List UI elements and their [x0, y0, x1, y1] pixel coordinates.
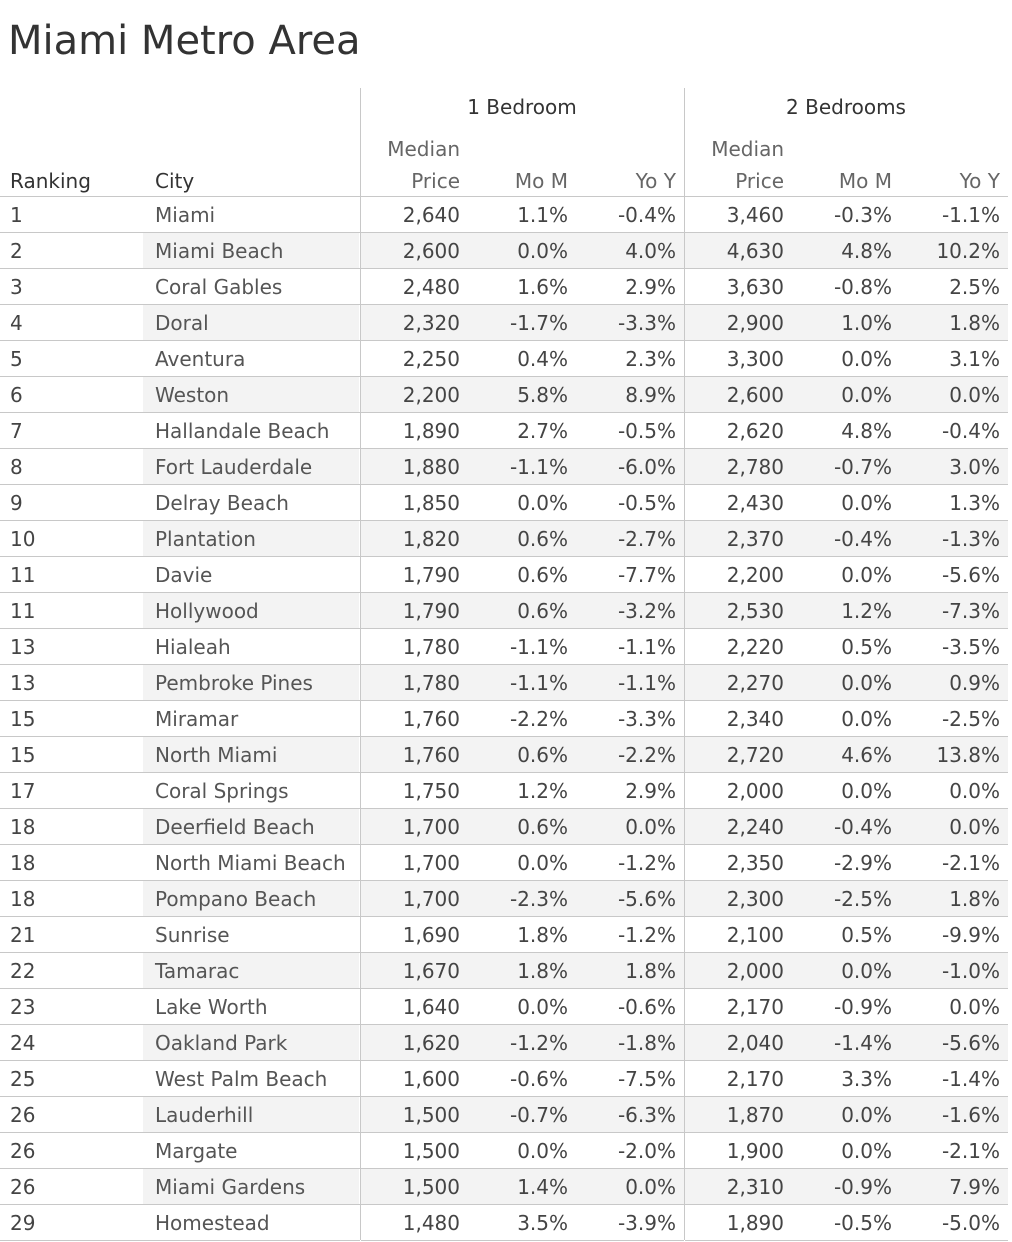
cell-b2-yoy: 0.0%: [949, 383, 1000, 407]
cell-b1-price: 1,850: [402, 491, 460, 515]
cell-b2-price: 2,040: [726, 1031, 784, 1055]
cell-b1-yoy: -5.6%: [617, 887, 676, 911]
col-header-b1-median: Median: [387, 137, 460, 161]
cell-b1-mom: -1.1%: [509, 671, 568, 695]
cell-b2-price: 2,780: [726, 455, 784, 479]
cell-city: Lake Worth: [155, 995, 268, 1019]
col-header-b2-yoy: Yo Y: [959, 169, 1000, 193]
cell-ranking: 24: [10, 1031, 36, 1055]
cell-b2-price: 3,300: [726, 347, 784, 371]
cell-b1-mom: -2.2%: [509, 707, 568, 731]
table-row: [0, 1097, 1012, 1133]
cell-b1-yoy: 4.0%: [625, 239, 676, 263]
table-row: [0, 593, 1012, 629]
cell-b1-price: 1,500: [402, 1103, 460, 1127]
cell-b2-price: 1,870: [726, 1103, 784, 1127]
table-row: [0, 881, 1012, 917]
cell-b2-price: 2,340: [726, 707, 784, 731]
table-row: [0, 521, 1012, 557]
table-row: [0, 809, 1012, 845]
table-row: [0, 557, 1012, 593]
cell-b2-yoy: -1.3%: [941, 527, 1000, 551]
cell-b1-mom: 0.0%: [517, 851, 568, 875]
cell-b1-yoy: -1.8%: [617, 1031, 676, 1055]
cell-b1-mom: 0.0%: [517, 239, 568, 263]
cell-b2-mom: -0.9%: [833, 1175, 892, 1199]
table-row: [0, 1061, 1012, 1097]
cell-ranking: 6: [10, 383, 23, 407]
cell-b1-yoy: -3.9%: [617, 1211, 676, 1235]
cell-city: Miami Gardens: [155, 1175, 306, 1199]
cell-b2-mom: -0.7%: [833, 455, 892, 479]
cell-b2-yoy: -5.6%: [941, 1031, 1000, 1055]
cell-b2-yoy: -1.6%: [941, 1103, 1000, 1127]
cell-b1-yoy: 2.3%: [625, 347, 676, 371]
cell-city: Deerfield Beach: [155, 815, 315, 839]
cell-ranking: 18: [10, 851, 36, 875]
cell-b1-mom: 0.0%: [517, 1139, 568, 1163]
table-row: [0, 701, 1012, 737]
cell-b1-yoy: 0.0%: [625, 815, 676, 839]
cell-city: Delray Beach: [155, 491, 289, 515]
cell-b1-price: 1,500: [402, 1175, 460, 1199]
cell-b2-price: 1,900: [726, 1139, 784, 1163]
cell-city: Coral Gables: [155, 275, 283, 299]
cell-b1-price: 2,600: [402, 239, 460, 263]
cell-b1-yoy: -6.0%: [617, 455, 676, 479]
cell-b2-yoy: -2.5%: [941, 707, 1000, 731]
cell-b2-mom: -1.4%: [833, 1031, 892, 1055]
cell-b1-price: 1,790: [402, 563, 460, 587]
cell-b1-yoy: -3.3%: [617, 707, 676, 731]
cell-b2-yoy: 0.0%: [949, 779, 1000, 803]
cell-b1-price: 1,790: [402, 599, 460, 623]
cell-b2-yoy: -3.5%: [941, 635, 1000, 659]
cell-ranking: 23: [10, 995, 36, 1019]
cell-b2-yoy: 0.9%: [949, 671, 1000, 695]
cell-b1-yoy: 2.9%: [625, 779, 676, 803]
col-header-b2-median: Median: [711, 137, 784, 161]
table-row: [0, 737, 1012, 773]
group-header-2-bedrooms: 2 Bedrooms: [786, 95, 906, 119]
cell-city: Hollywood: [155, 599, 259, 623]
cell-ranking: 11: [10, 599, 36, 623]
cell-b1-price: 1,820: [402, 527, 460, 551]
cell-b2-price: 2,370: [726, 527, 784, 551]
cell-b1-mom: 0.4%: [517, 347, 568, 371]
cell-b1-yoy: -7.7%: [617, 563, 676, 587]
cell-b2-yoy: 10.2%: [936, 239, 1000, 263]
cell-b2-yoy: 7.9%: [949, 1175, 1000, 1199]
cell-b2-price: 2,170: [726, 995, 784, 1019]
cell-b1-yoy: -2.0%: [617, 1139, 676, 1163]
cell-b1-price: 1,620: [402, 1031, 460, 1055]
cell-b2-yoy: -1.4%: [941, 1067, 1000, 1091]
cell-b2-yoy: 3.1%: [949, 347, 1000, 371]
cell-b1-yoy: -1.1%: [617, 671, 676, 695]
cell-b2-price: 2,310: [726, 1175, 784, 1199]
cell-b2-mom: 0.0%: [841, 347, 892, 371]
cell-b1-yoy: 0.0%: [625, 1175, 676, 1199]
cell-b2-mom: 0.0%: [841, 563, 892, 587]
cell-city: Hallandale Beach: [155, 419, 330, 443]
cell-b2-price: 2,000: [726, 779, 784, 803]
table-row: [0, 449, 1012, 485]
cell-b1-mom: 0.6%: [517, 599, 568, 623]
cell-b2-mom: 0.5%: [841, 635, 892, 659]
cell-b2-mom: -0.3%: [833, 203, 892, 227]
cell-city: Miramar: [155, 707, 239, 731]
cell-b1-yoy: -3.3%: [617, 311, 676, 335]
table-row: [0, 1025, 1012, 1061]
cell-b1-price: 1,700: [402, 887, 460, 911]
cell-ranking: 18: [10, 887, 36, 911]
cell-b1-yoy: 2.9%: [625, 275, 676, 299]
cell-b1-yoy: -2.7%: [617, 527, 676, 551]
cell-b2-yoy: -2.1%: [941, 851, 1000, 875]
cell-city: Sunrise: [155, 923, 230, 947]
cell-b1-mom: -1.1%: [509, 455, 568, 479]
cell-b2-yoy: 1.8%: [949, 887, 1000, 911]
cell-b2-yoy: 13.8%: [936, 743, 1000, 767]
cell-b1-mom: 1.8%: [517, 923, 568, 947]
col-header-b1-yoy: Yo Y: [635, 169, 676, 193]
cell-b2-price: 2,200: [726, 563, 784, 587]
cell-b1-yoy: -1.2%: [617, 923, 676, 947]
cell-b1-mom: -2.3%: [509, 887, 568, 911]
cell-b2-price: 2,530: [726, 599, 784, 623]
table-row: [0, 917, 1012, 953]
cell-city: Davie: [155, 563, 213, 587]
table-row: [0, 953, 1012, 989]
cell-ranking: 11: [10, 563, 36, 587]
table-row: [0, 845, 1012, 881]
cell-b1-mom: 0.0%: [517, 995, 568, 1019]
cell-b2-mom: 4.6%: [841, 743, 892, 767]
cell-ranking: 22: [10, 959, 36, 983]
cell-b1-mom: 2.7%: [517, 419, 568, 443]
cell-b1-price: 1,780: [402, 635, 460, 659]
cell-b2-mom: -2.5%: [833, 887, 892, 911]
cell-b1-yoy: -2.2%: [617, 743, 676, 767]
cell-city: Tamarac: [155, 959, 240, 983]
cell-b1-yoy: -0.6%: [617, 995, 676, 1019]
cell-city: Plantation: [155, 527, 256, 551]
cell-b2-mom: -0.4%: [833, 815, 892, 839]
cell-b1-price: 1,760: [402, 743, 460, 767]
cell-b2-mom: 3.3%: [841, 1067, 892, 1091]
cell-b1-mom: 1.2%: [517, 779, 568, 803]
cell-ranking: 15: [10, 707, 36, 731]
cell-b2-price: 2,170: [726, 1067, 784, 1091]
cell-city: Weston: [155, 383, 230, 407]
cell-b1-price: 1,880: [402, 455, 460, 479]
cell-b2-mom: 1.2%: [841, 599, 892, 623]
cell-b1-price: 2,320: [402, 311, 460, 335]
table-row: [0, 233, 1012, 269]
table-row: [0, 269, 1012, 305]
cell-b1-mom: 0.6%: [517, 563, 568, 587]
table-row: [0, 197, 1012, 233]
cell-city: North Miami Beach: [155, 851, 346, 875]
cell-b1-yoy: -7.5%: [617, 1067, 676, 1091]
cell-city: Miami: [155, 203, 216, 227]
cell-b2-mom: 0.0%: [841, 1139, 892, 1163]
cell-b1-price: 1,750: [402, 779, 460, 803]
table-row: [0, 1169, 1012, 1205]
cell-ranking: 1: [10, 203, 23, 227]
cell-city: Homestead: [155, 1211, 270, 1235]
cell-ranking: 7: [10, 419, 23, 443]
cell-b2-yoy: 1.3%: [949, 491, 1000, 515]
cell-b1-price: 1,500: [402, 1139, 460, 1163]
cell-b1-price: 1,690: [402, 923, 460, 947]
cell-ranking: 26: [10, 1139, 36, 1163]
cell-city: Margate: [155, 1139, 238, 1163]
cell-b1-yoy: -1.1%: [617, 635, 676, 659]
cell-b2-mom: 0.0%: [841, 1103, 892, 1127]
cell-b1-yoy: -0.5%: [617, 491, 676, 515]
cell-b2-price: 4,630: [726, 239, 784, 263]
cell-b2-price: 2,600: [726, 383, 784, 407]
page-title: Miami Metro Area: [8, 18, 361, 64]
cell-ranking: 5: [10, 347, 23, 371]
cell-b2-yoy: -5.0%: [941, 1211, 1000, 1235]
cell-b2-mom: 0.0%: [841, 707, 892, 731]
cell-ranking: 10: [10, 527, 36, 551]
cell-city: Fort Lauderdale: [155, 455, 313, 479]
cell-ranking: 25: [10, 1067, 36, 1091]
cell-ranking: 18: [10, 815, 36, 839]
cell-b2-price: 2,000: [726, 959, 784, 983]
cell-b2-mom: -0.4%: [833, 527, 892, 551]
cell-ranking: 2: [10, 239, 23, 263]
cell-b2-price: 2,300: [726, 887, 784, 911]
cell-b1-price: 2,200: [402, 383, 460, 407]
cell-city: Doral: [155, 311, 209, 335]
col-header-b1-mom: Mo M: [514, 169, 568, 193]
table-row: [0, 665, 1012, 701]
cell-b1-yoy: 8.9%: [625, 383, 676, 407]
cell-city: Miami Beach: [155, 239, 284, 263]
cell-b2-price: 2,350: [726, 851, 784, 875]
table-row: [0, 305, 1012, 341]
group-header-1-bedroom: 1 Bedroom: [467, 95, 577, 119]
cell-b1-yoy: -1.2%: [617, 851, 676, 875]
cell-b2-yoy: -2.1%: [941, 1139, 1000, 1163]
cell-b2-price: 2,720: [726, 743, 784, 767]
cell-ranking: 15: [10, 743, 36, 767]
cell-city: North Miami: [155, 743, 278, 767]
cell-b1-yoy: -3.2%: [617, 599, 676, 623]
cell-b2-yoy: 0.0%: [949, 995, 1000, 1019]
cell-b2-mom: -0.9%: [833, 995, 892, 1019]
cell-b1-price: 1,640: [402, 995, 460, 1019]
cell-b2-yoy: 2.5%: [949, 275, 1000, 299]
cell-b2-price: 2,430: [726, 491, 784, 515]
cell-b1-price: 1,700: [402, 815, 460, 839]
cell-city: Pompano Beach: [155, 887, 317, 911]
cell-b2-price: 2,220: [726, 635, 784, 659]
cell-b2-mom: 4.8%: [841, 419, 892, 443]
cell-ranking: 4: [10, 311, 23, 335]
table-row: [0, 1205, 1012, 1241]
cell-b2-price: 3,460: [726, 203, 784, 227]
cell-b2-yoy: -5.6%: [941, 563, 1000, 587]
cell-b2-yoy: -0.4%: [941, 419, 1000, 443]
cell-b1-mom: 0.6%: [517, 527, 568, 551]
cell-b1-mom: 1.6%: [517, 275, 568, 299]
cell-b1-price: 1,890: [402, 419, 460, 443]
cell-ranking: 26: [10, 1103, 36, 1127]
cell-b1-mom: -1.7%: [509, 311, 568, 335]
cell-b2-yoy: 1.8%: [949, 311, 1000, 335]
table-row: [0, 1133, 1012, 1169]
cell-b2-mom: -2.9%: [833, 851, 892, 875]
cell-ranking: 21: [10, 923, 36, 947]
cell-b2-mom: -0.8%: [833, 275, 892, 299]
cell-b1-mom: 5.8%: [517, 383, 568, 407]
cell-b1-mom: 1.4%: [517, 1175, 568, 1199]
cell-b2-price: 2,100: [726, 923, 784, 947]
cell-b2-mom: 0.5%: [841, 923, 892, 947]
cell-city: Aventura: [155, 347, 246, 371]
cell-ranking: 26: [10, 1175, 36, 1199]
col-header-ranking: Ranking: [10, 169, 91, 193]
cell-b2-yoy: -1.1%: [941, 203, 1000, 227]
cell-city: Pembroke Pines: [155, 671, 313, 695]
cell-b2-price: 1,890: [726, 1211, 784, 1235]
cell-b1-mom: -1.1%: [509, 635, 568, 659]
cell-b1-price: 1,670: [402, 959, 460, 983]
table-row: [0, 629, 1012, 665]
cell-b2-price: 2,620: [726, 419, 784, 443]
cell-b1-mom: 0.0%: [517, 491, 568, 515]
cell-b1-price: 2,480: [402, 275, 460, 299]
cell-b1-mom: -0.6%: [509, 1067, 568, 1091]
cell-b1-price: 1,760: [402, 707, 460, 731]
cell-b1-mom: 3.5%: [517, 1211, 568, 1235]
cell-b1-mom: 1.8%: [517, 959, 568, 983]
cell-ranking: 13: [10, 635, 36, 659]
cell-b1-yoy: -6.3%: [617, 1103, 676, 1127]
cell-b2-mom: 0.0%: [841, 671, 892, 695]
cell-b1-mom: 0.6%: [517, 815, 568, 839]
cell-city: Hialeah: [155, 635, 231, 659]
cell-b2-price: 2,270: [726, 671, 784, 695]
table-row: [0, 413, 1012, 449]
cell-b2-mom: 0.0%: [841, 383, 892, 407]
cell-b1-price: 2,640: [402, 203, 460, 227]
cell-b2-price: 2,240: [726, 815, 784, 839]
table-row: [0, 341, 1012, 377]
cell-b1-yoy: -0.5%: [617, 419, 676, 443]
cell-city: Lauderhill: [155, 1103, 254, 1127]
cell-b2-price: 2,900: [726, 311, 784, 335]
cell-b2-mom: 0.0%: [841, 959, 892, 983]
cell-b1-mom: -0.7%: [509, 1103, 568, 1127]
cell-b2-mom: 4.8%: [841, 239, 892, 263]
cell-b2-yoy: 3.0%: [949, 455, 1000, 479]
cell-b2-price: 3,630: [726, 275, 784, 299]
cell-b1-yoy: 1.8%: [625, 959, 676, 983]
cell-b2-mom: 0.0%: [841, 779, 892, 803]
cell-b1-mom: 0.6%: [517, 743, 568, 767]
cell-b1-yoy: -0.4%: [617, 203, 676, 227]
table-row: [0, 485, 1012, 521]
cell-city: West Palm Beach: [155, 1067, 328, 1091]
col-header-b2-price: Price: [735, 169, 784, 193]
cell-ranking: 17: [10, 779, 36, 803]
cell-ranking: 8: [10, 455, 23, 479]
table-row: [0, 773, 1012, 809]
cell-b1-price: 2,250: [402, 347, 460, 371]
cell-city: Coral Springs: [155, 779, 289, 803]
cell-ranking: 3: [10, 275, 23, 299]
cell-b2-yoy: -7.3%: [941, 599, 1000, 623]
cell-b1-mom: 1.1%: [517, 203, 568, 227]
col-header-city: City: [155, 169, 195, 193]
col-header-b1-price: Price: [411, 169, 460, 193]
cell-b1-mom: -1.2%: [509, 1031, 568, 1055]
cell-b2-mom: 0.0%: [841, 491, 892, 515]
cell-b2-yoy: -1.0%: [941, 959, 1000, 983]
cell-ranking: 9: [10, 491, 23, 515]
cell-b2-mom: 1.0%: [841, 311, 892, 335]
table-row: [0, 377, 1012, 413]
cell-b1-price: 1,600: [402, 1067, 460, 1091]
table-row: [0, 989, 1012, 1025]
cell-ranking: 13: [10, 671, 36, 695]
cell-b2-yoy: 0.0%: [949, 815, 1000, 839]
cell-b2-yoy: -9.9%: [941, 923, 1000, 947]
cell-b2-mom: -0.5%: [833, 1211, 892, 1235]
cell-ranking: 29: [10, 1211, 36, 1235]
col-header-b2-mom: Mo M: [838, 169, 892, 193]
cell-city: Oakland Park: [155, 1031, 288, 1055]
cell-b1-price: 1,480: [402, 1211, 460, 1235]
cell-b1-price: 1,780: [402, 671, 460, 695]
cell-b1-price: 1,700: [402, 851, 460, 875]
